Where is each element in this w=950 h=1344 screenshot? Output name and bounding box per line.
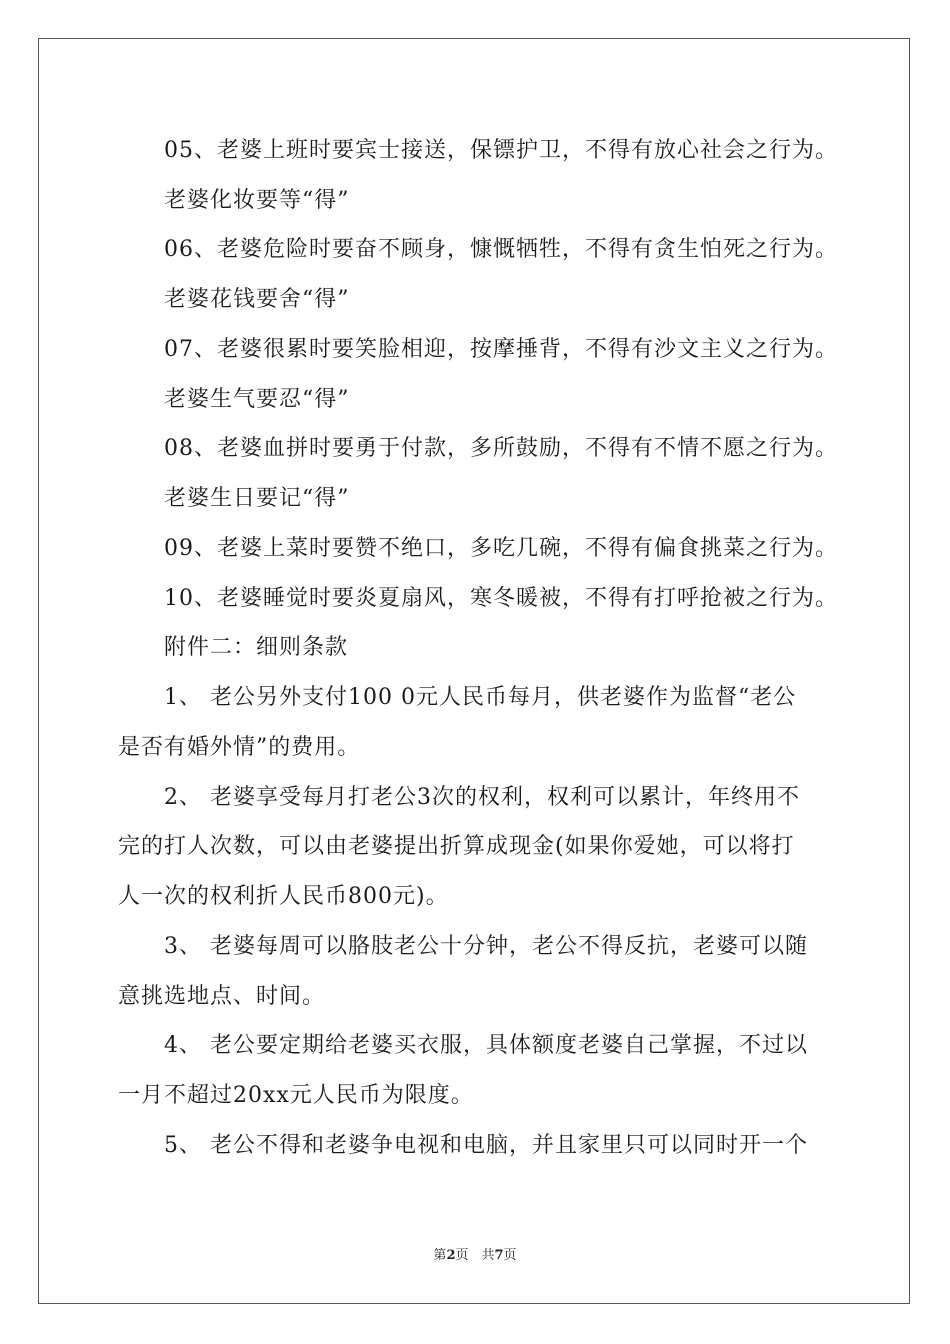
page-border	[38, 38, 910, 1304]
text-line-2: 老婆化妆要等“得”	[164, 188, 350, 213]
text-line-13: 是否有婚外情”的费用。	[118, 735, 361, 760]
footer-suffix: 页	[503, 1248, 517, 1263]
text-line-10: 10、老婆睡觉时要炎夏扇风，寒冬暖被，不得有打呼抢被之行为。	[164, 586, 838, 611]
text-line-21: 5、 老公不得和老婆争电视和电脑，并且家里只可以同时开一个	[164, 1133, 808, 1158]
footer-page-number: 2	[446, 1248, 456, 1263]
text-line-16: 人一次的权利折人民币800元)。	[118, 884, 449, 909]
text-line-18: 意挑选地点、时间。	[118, 984, 326, 1009]
text-line-4: 老婆花钱要舍“得”	[164, 287, 350, 312]
text-line-1: 05、老婆上班时要宾士接送，保镖护卫，不得有放心社会之行为。	[164, 138, 838, 163]
text-line-6: 老婆生气要忍“得”	[164, 387, 350, 412]
text-line-17: 3、 老婆每周可以胳肢老公十分钟，老公不得反抗，老婆可以随	[164, 934, 808, 959]
footer-prefix: 第	[433, 1248, 447, 1263]
footer-mid: 页 共	[455, 1248, 495, 1263]
text-line-15: 完的打人次数，可以由老婆提出折算成现金(如果你爱她，可以将打	[118, 834, 795, 859]
text-line-14: 2、 老婆享受每月打老公3次的权利，权利可以累计，年终用不	[164, 785, 800, 810]
text-line-8: 老婆生日要记“得”	[164, 486, 350, 511]
page-footer	[0, 1248, 950, 1264]
text-line-20: 一月不超过20xx元人民币为限度。	[118, 1083, 474, 1108]
text-line-7: 08、老婆血拼时要勇于付款，多所鼓励，不得有不情不愿之行为。	[164, 436, 838, 461]
text-line-5: 07、老婆很累时要笑脸相迎，按摩捶背，不得有沙文主义之行为。	[164, 337, 838, 362]
text-line-12: 1、 老公另外支付100 0元人民币每月，供老婆作为监督“老公	[164, 685, 797, 710]
text-line-19: 4、 老公要定期给老婆买衣服，具体额度老婆自己掌握，不过以	[164, 1033, 808, 1058]
text-line-9: 09、老婆上菜时要赞不绝口，多吃几碗，不得有偏食挑菜之行为。	[164, 536, 838, 561]
text-line-11: 附件二：细则条款	[164, 635, 349, 660]
text-line-3: 06、老婆危险时要奋不顾身，慷慨牺牲，不得有贪生怕死之行为。	[164, 237, 838, 262]
footer-total-pages: 7	[494, 1248, 504, 1263]
